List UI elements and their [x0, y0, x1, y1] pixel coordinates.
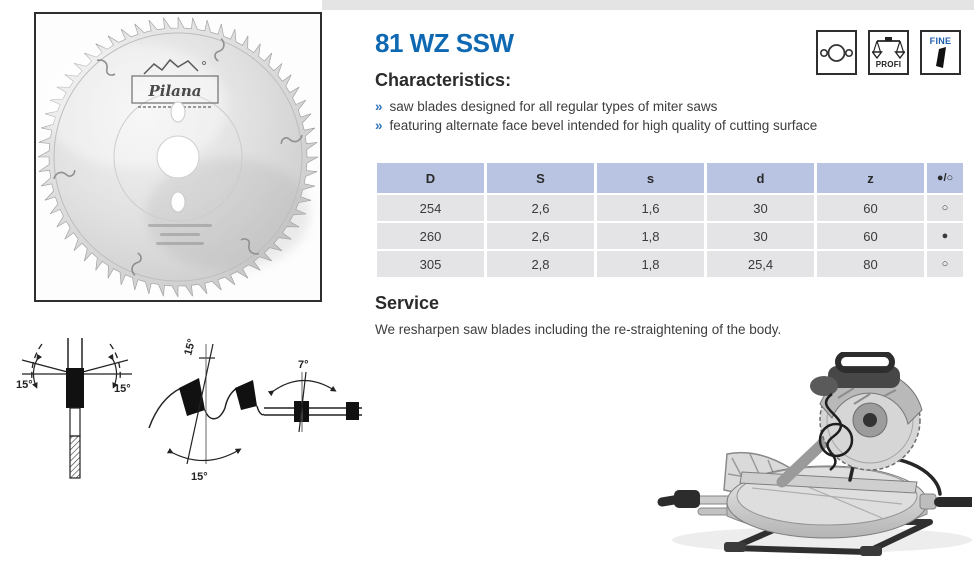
cell-s: 1,8	[597, 223, 704, 249]
characteristic-text: saw blades designed for all regular types of miter saws	[389, 99, 718, 114]
cell-D: 260	[377, 223, 484, 249]
col-header-S: S	[487, 163, 594, 193]
col-header-D: D	[377, 163, 484, 193]
pin-hole-top	[171, 102, 185, 122]
cell-availability: ○	[927, 195, 963, 221]
cell-S: 2,6	[487, 223, 594, 249]
tooth-front-view-diagram	[14, 336, 139, 484]
cell-availability: ○	[927, 251, 963, 277]
service-heading: Service	[375, 293, 440, 313]
characteristics-section	[375, 70, 935, 135]
bore-hole	[157, 136, 199, 178]
cell-d: 25,4	[707, 251, 814, 277]
front-bevel-left-angle: 15°	[16, 379, 33, 391]
fine-icon-label: FINE	[929, 35, 952, 46]
profi-icon-label: PROFI	[875, 60, 902, 69]
col-header-d: d	[707, 163, 814, 193]
col-header-availability: ●/○	[927, 163, 963, 193]
tooth-side-view-diagram	[139, 336, 264, 484]
characteristic-text: featuring alternate face bevel intended for high quality of cutting surface	[389, 118, 818, 133]
pinhole-bore-icon	[816, 30, 857, 75]
cell-d: 30	[707, 195, 814, 221]
cell-S: 2,8	[487, 251, 594, 277]
bullet-icon: »	[375, 99, 383, 114]
side-bottom-angle: 15°	[191, 471, 208, 483]
cell-s: 1,8	[597, 251, 704, 277]
cell-z: 80	[817, 251, 924, 277]
category-icons	[816, 30, 961, 75]
saw-blade-illustration	[36, 14, 320, 300]
service-section	[375, 293, 935, 337]
miter-saw-photo	[632, 352, 972, 558]
service-text: We resharpen saw blades including the re-straightening of the body.	[375, 322, 782, 337]
cell-D: 254	[377, 195, 484, 221]
col-header-s: s	[597, 163, 704, 193]
top-clearance-angle: 7°	[298, 359, 309, 371]
cell-z: 60	[817, 223, 924, 249]
side-top-angle: 15°	[182, 337, 199, 357]
characteristic-item	[375, 97, 935, 116]
tooth-geometry-diagrams	[14, 336, 364, 484]
characteristics-heading: Characteristics:	[375, 70, 512, 90]
blade-brand-text: Pilana	[148, 82, 202, 100]
cell-D: 305	[377, 251, 484, 277]
cell-S: 2,6	[487, 195, 594, 221]
profi-scale-icon	[868, 30, 909, 75]
front-bevel-right-angle: 15°	[114, 383, 131, 395]
cell-s: 1,6	[597, 195, 704, 221]
pin-hole-bottom	[171, 192, 185, 212]
page-title: 81 WZ SSW	[375, 28, 514, 58]
spec-table	[377, 163, 963, 277]
bullet-icon: »	[375, 118, 383, 133]
cell-d: 30	[707, 223, 814, 249]
cell-z: 60	[817, 195, 924, 221]
col-header-z: z	[817, 163, 924, 193]
saw-blade-photo	[34, 12, 322, 302]
tooth-top-view-diagram	[264, 336, 364, 484]
page-top-band	[322, 0, 974, 10]
characteristic-item	[375, 116, 935, 135]
cell-availability: ●	[927, 223, 963, 249]
fine-cut-icon	[920, 30, 961, 75]
